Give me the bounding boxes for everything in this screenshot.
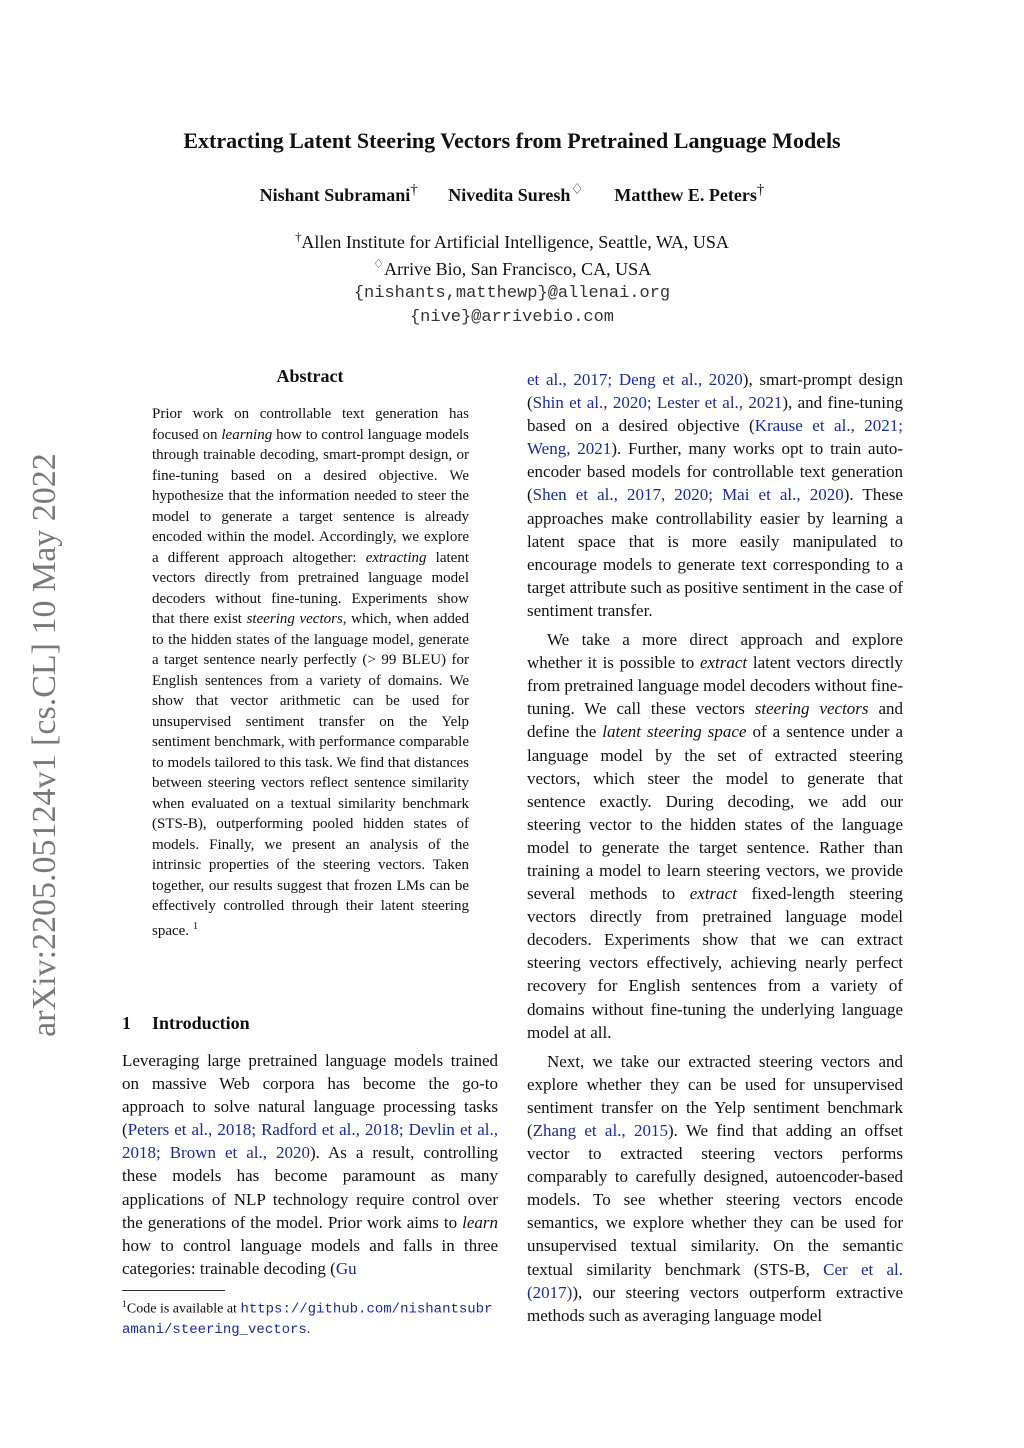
intro-paragraph-2: et al., 2017; Deng et al., 2020), smart-prompt design (Shin et al., 2020; Lester et al., 2021), and fine-tuning based on a desired objective (Krause et al., 2021; Weng, 2021). Further, many works opt to train auto-encoder based models for controllable text generation (Shen et al., 2017, 2020; Mai et al., 2020). These approaches make controllability easier by learning a latent space that is more easily manipulated to encourage models to generate text corresponding to a target attribute such as positive sentiment in the case of sentiment transfer.	[527, 370, 904, 620]
arxiv-identifier: arXiv:2205.05124v1 [cs.CL] 10 May 2022	[26, 453, 63, 1037]
right-column-text	[527, 368, 903, 1327]
intro-paragraph-1: Leveraging large pretrained language models trained on massive Web corpora has become the go-to approach to solve natural language processing tasks (Peters et al., 2018; Radford et al., 2018; Devlin et al., 2018; Brown et al., 2020). As a result, controlling these models has become paramount as many applications of NLP technology require control over the generations of the model. Prior work aims to learn how to control language models and falls in three categories: trainable decoding (Gu	[122, 1051, 498, 1278]
citation-link[interactable]: Shin et al., 2020; Lester et al., 2021	[532, 393, 783, 413]
footnote: $^1$Code is available at https://github.com/nishantsubramani/steering_vectors.	[122, 1299, 493, 1338]
author-3: Matthew E. Peters†	[614, 182, 765, 205]
section-heading-introduction: 1 Introduction	[122, 1013, 250, 1033]
citation-link[interactable]: Krause et al., 2021; Weng, 2021	[527, 416, 904, 459]
citation-link[interactable]: et al., 2017; Deng et al., 2020	[527, 370, 743, 389]
email-2: {nive}@arrivebio.com	[409, 308, 615, 327]
citation-link[interactable]: Shen et al., 2017, 2020; Mai et al., 2020	[532, 485, 844, 505]
citation-link[interactable]: Peters et al., 2018; Radford et al., 2018; Devlin et al., 2018; Brown et al., 2020	[122, 1120, 498, 1163]
citation-link[interactable]: Cer et al. (2017)	[527, 1259, 903, 1302]
footnote-ref[interactable]: 1	[192, 920, 199, 932]
author-1: Nishant Subramani†	[259, 182, 418, 205]
footnote-divider	[122, 1290, 225, 1291]
email-1: {nishants,matthewp}@allenai.org	[353, 284, 671, 303]
author-list	[0, 180, 1024, 206]
intro-paragraph-3: We take a more direct approach and explore whether it is possible to extract latent vectors directly from pretrained language model decoders without fine-tuning. We call these vectors steering vectors and define the latent steering space of a sentence under a language model by the set of extracted steering vectors, which steer the model to generate that sentence exactly. During decoding, we add our steering vector to the hidden states of the language model to generate the target sentence. Rather than training a model to learn steering vectors, we provide several methods to extract fixed-length steering vectors directly from pretrained language model decoders. Experiments show that we can extract steering vectors effectively, achieving nearly perfect recovery for English sentences from a variety of domains without fine-tuning the underlying language model at all.	[527, 630, 904, 1042]
abstract-heading: Abstract	[276, 366, 344, 386]
author-2: Nivedita Suresh♢	[448, 182, 584, 205]
citation-link[interactable]: Zhang et al., 2015	[532, 1121, 668, 1140]
affiliation-1: †Allen Institute for Artificial Intelligence, Seattle, WA, USA	[295, 230, 729, 252]
code-url-link[interactable]: https://github.com/nishantsubramani/steering_vectors	[122, 1301, 493, 1338]
intro-paragraph-4: Next, we take our extracted steering vectors and explore whether they can be used for unsupervised sentiment transfer on the Yelp sentiment benchmark (Zhang et al., 2015). We find that adding an offset vector to extracted steering vectors performs comparably to carefully designed, autoencoder-based models. To see whether steering vectors encode semantics, we explore whether they can be used for unsupervised textual similarity. On the semantic textual similarity benchmark (STS-B, Cer et al. (2017)), our steering vectors outperform extractive methods such as averaging language model	[527, 1051, 903, 1325]
citation-link[interactable]: Gu	[335, 1258, 357, 1278]
left-column-text	[122, 1049, 498, 1280]
abstract-body: Prior work on controllable text generation has focused on learning how to control language models through trainable decoding, smart-prompt design, or fine-tuning based on a desired objective. We hypothesize that the information needed to steer the model to generate a target sentence is already encoded within the model. Accordingly, we explore a different approach altogether: extracting latent vectors directly from pretrained language model decoders without fine-tuning. Experiments show that there exist steering vectors, which, when added to the hidden states of the language model, generate a target sentence nearly perfectly (> 99 BLEU) for English sentences from a variety of domains. We show that vector arithmetic can be used for unsupervised sentiment transfer on the Yelp sentiment benchmark, with performance comparable to models tailored to this task. We find that distances between steering vectors reflect sentence similarity when evaluated on a textual similarity benchmark (STS-B), outperforming pooled hidden states of models. Finally, we present an analysis of the intrinsic properties of the steering vectors. Taken together, our results suggest that frozen LMs can be effectively controlled through their latent steering space. $^1$	[152, 406, 470, 939]
paper-title: Extracting Latent Steering Vectors from Pretrained Language Models	[183, 128, 841, 153]
affiliation-2: ♢Arrive Bio, San Francisco, CA, USA	[372, 257, 652, 279]
